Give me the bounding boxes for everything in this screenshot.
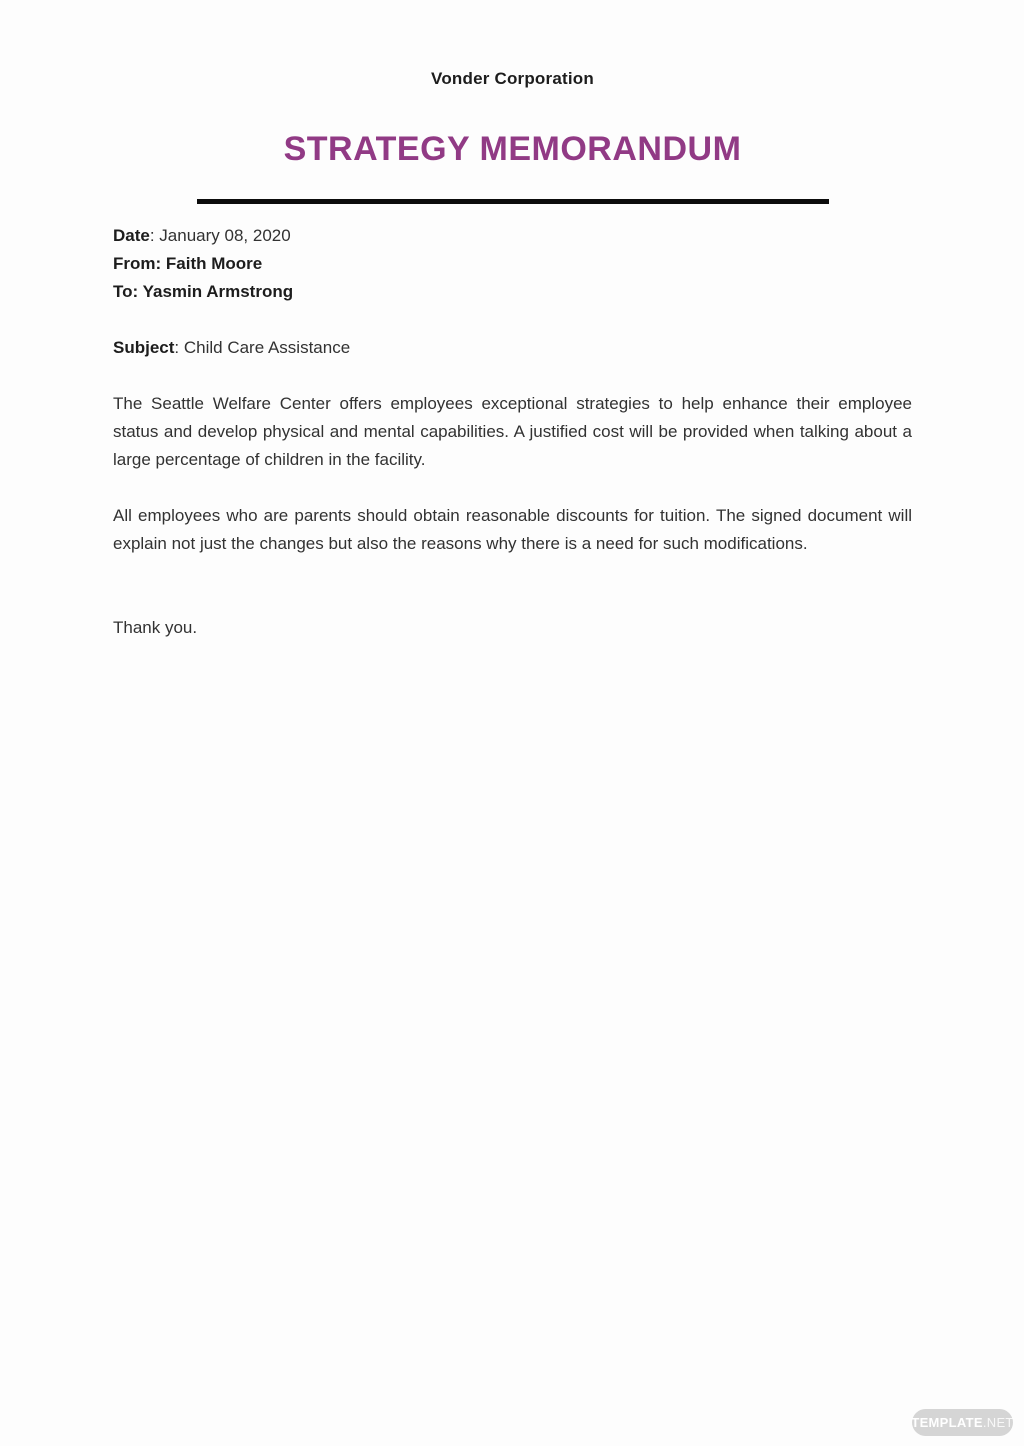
memo-title: STRATEGY MEMORANDUM: [283, 130, 742, 168]
meta-from-line: [113, 250, 912, 278]
meta-subject-line: [113, 334, 912, 362]
memo-meta-block: [113, 222, 912, 306]
meta-to-line: [113, 278, 912, 306]
to-value: : Yasmin Armstrong: [132, 282, 294, 301]
company-name: Vonder Corporation: [431, 69, 594, 88]
watermark-suffix-text: .NET: [982, 1415, 1014, 1430]
body-paragraph-2: All employees who are parents should obtain reasonable discounts for tuition. The signed document will explain not just the changes but also the reasons why there is a need for such modifications.: [113, 506, 912, 553]
template-net-watermark-badge: [912, 1409, 1013, 1436]
closing-text: Thank you.: [113, 618, 198, 637]
from-label: From: [113, 254, 156, 273]
watermark-brand-text: TEMPLATE: [911, 1415, 983, 1430]
to-label: To: [113, 282, 133, 301]
from-value: : Faith Moore: [155, 254, 263, 273]
date-label: Date: [113, 226, 150, 245]
date-value: : January 08, 2020: [149, 226, 291, 245]
body-paragraph-1: The Seattle Welfare Center offers employees exceptional strategies to help enhance their employee status and develop physical and mental capabilities. A justified cost will be provided when talking about a large percentage of children in the facility.: [113, 394, 912, 469]
title-divider: [197, 199, 829, 204]
subject-label: Subject: [113, 338, 175, 357]
memo-content: [0, 0, 1024, 642]
meta-date-line: [113, 222, 912, 250]
subject-value: : Child Care Assistance: [174, 338, 351, 357]
